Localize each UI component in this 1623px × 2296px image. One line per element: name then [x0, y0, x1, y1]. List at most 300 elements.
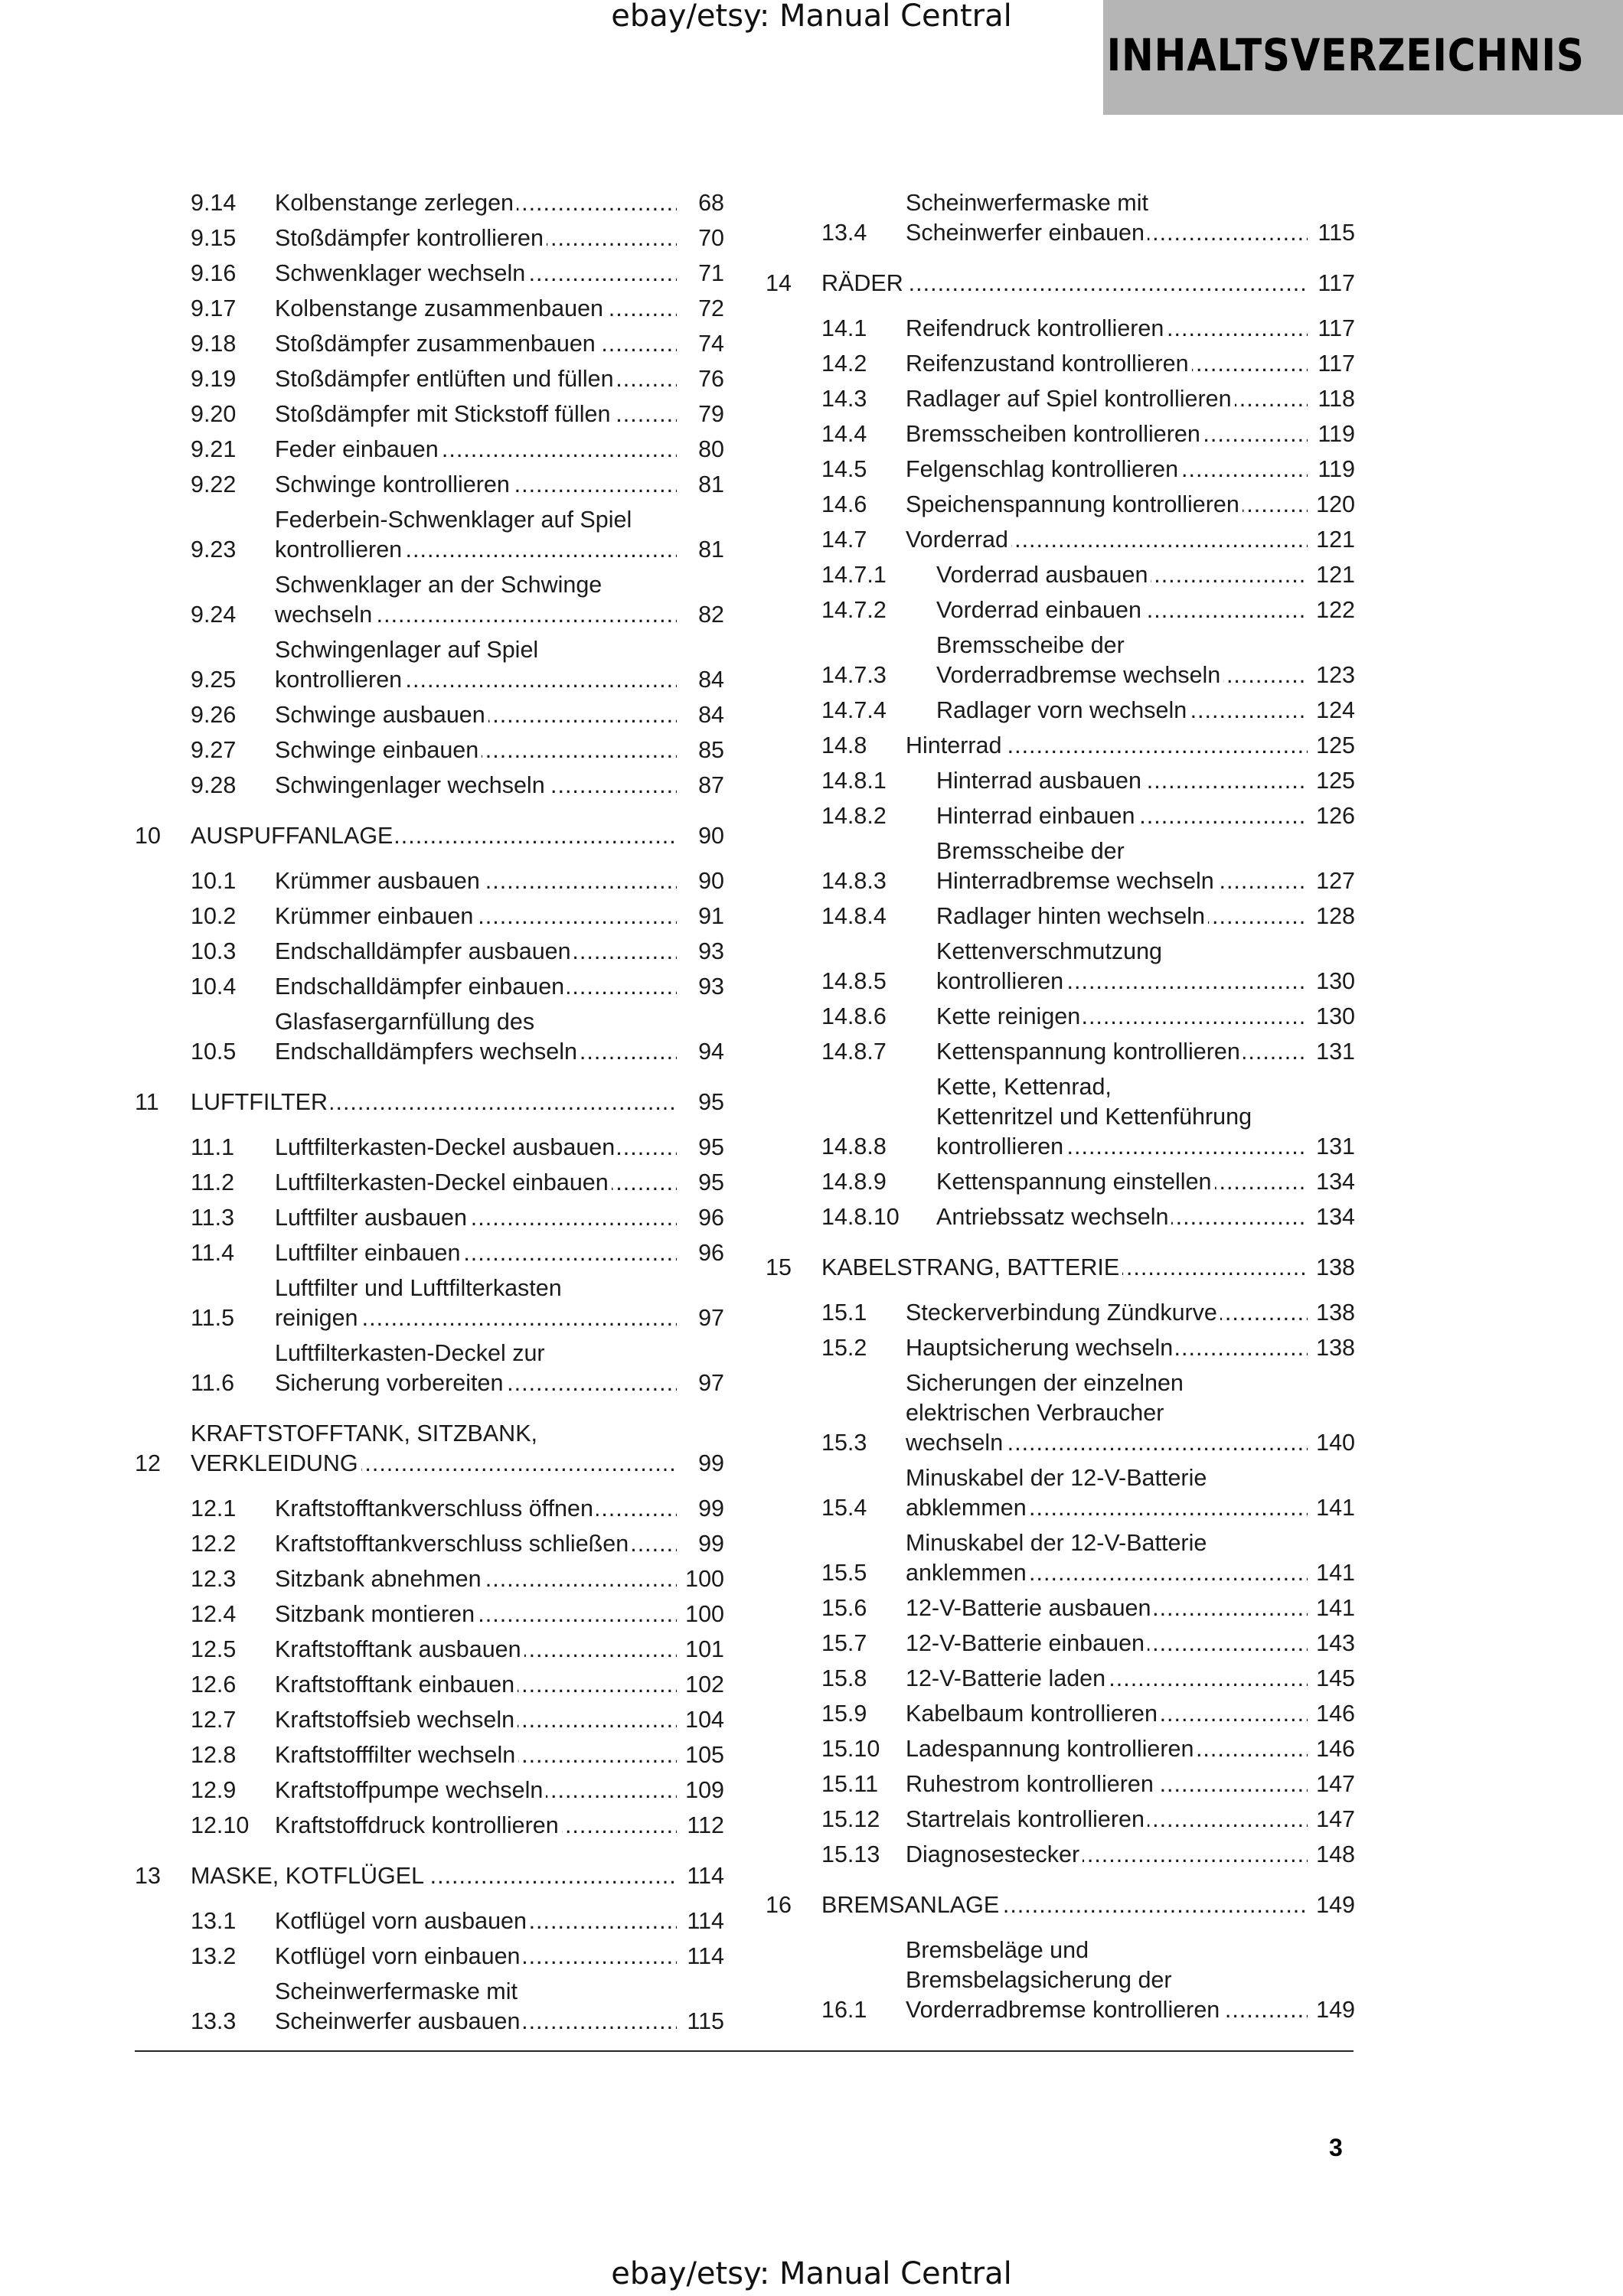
toc-section-entry[interactable] — [135, 364, 724, 394]
toc-section-entry[interactable] — [135, 902, 724, 931]
spacer — [135, 1524, 724, 1529]
toc-entry-page: 141 — [1316, 1560, 1355, 1586]
toc-section-entry[interactable] — [135, 1007, 724, 1067]
spacer — [766, 414, 1355, 419]
toc-entry-number: 15.10 — [821, 1736, 880, 1762]
toc-section-entry[interactable] — [135, 635, 724, 695]
toc-entry-title-line: Sicherung vorbereiten — [275, 1370, 506, 1396]
toc-entry-title — [906, 1593, 1308, 1623]
toc-section-entry[interactable] — [135, 435, 724, 465]
toc-entry-number: 14.3 — [821, 386, 867, 412]
toc-section-entry[interactable] — [135, 294, 724, 324]
toc-entry-title-line: LUFTFILTER — [191, 1089, 331, 1115]
spacer — [135, 1117, 724, 1133]
toc-section-entry[interactable] — [135, 1274, 724, 1333]
toc-entry-title-line: 12-V-Batterie ausbauen — [906, 1595, 1154, 1621]
toc-column-left — [135, 188, 724, 2042]
toc-entry-title — [906, 1333, 1308, 1363]
toc-entry-title — [936, 631, 1308, 690]
toc-entry-title-line: Sitzbank montieren — [275, 1601, 478, 1627]
toc-section-entry[interactable] — [135, 1238, 724, 1268]
toc-entry-title-line: Luftfilter einbauen — [275, 1240, 463, 1266]
toc-section-entry[interactable] — [135, 1906, 724, 1936]
toc-entry-title-line: Kette, Kettenrad, — [936, 1072, 1308, 1102]
toc-section-entry[interactable] — [766, 902, 1355, 931]
toc-section-entry[interactable] — [135, 1942, 724, 1971]
toc-section-entry[interactable] — [135, 570, 724, 630]
toc-entry-title — [275, 1811, 677, 1841]
toc-entry-title-line: Scheinwerfermaske mit — [906, 188, 1308, 218]
toc-entry-title-line: Krümmer einbauen — [275, 903, 476, 929]
spacer — [766, 1458, 1355, 1463]
toc-entry-title-line: Luftfilterkasten-Deckel zur — [275, 1339, 677, 1368]
toc-entry-title — [821, 269, 1308, 298]
toc-entry-title-line: Vorderradbremse kontrollieren — [906, 1997, 1223, 2023]
spacer — [135, 1398, 724, 1404]
toc-entry-page: 81 — [698, 536, 724, 563]
toc-entry-title-line: Luftfilterkasten-Deckel einbauen — [275, 1169, 612, 1195]
spacer — [135, 851, 724, 866]
toc-section-entry[interactable] — [766, 490, 1355, 520]
toc-entry-number: 9.20 — [191, 401, 237, 427]
toc-section-entry[interactable] — [135, 223, 724, 253]
toc-entry-number: 12.8 — [191, 1742, 237, 1768]
toc-entry-number: 12.1 — [191, 1495, 237, 1521]
toc-chapter-entry[interactable] — [135, 1419, 724, 1479]
toc-entry-page: 131 — [1316, 1039, 1355, 1065]
toc-entry-title — [936, 1167, 1308, 1197]
spacer — [766, 796, 1355, 801]
toc-entry-page: 100 — [685, 1601, 724, 1627]
toc-entry-title — [275, 400, 677, 429]
toc-entry-number: 14.1 — [821, 315, 867, 341]
toc-entry-title — [275, 1564, 677, 1594]
spacer — [135, 2037, 724, 2042]
toc-section-entry[interactable] — [766, 595, 1355, 625]
toc-entry-title-line: anklemmen — [906, 1560, 1030, 1586]
toc-section-entry[interactable] — [766, 349, 1355, 379]
toc-entry-title — [936, 1002, 1308, 1032]
toc-entry-page: 105 — [685, 1742, 724, 1768]
toc-section-entry[interactable] — [135, 505, 724, 565]
toc-section-entry[interactable] — [766, 1593, 1355, 1623]
toc-entry-page: 134 — [1316, 1204, 1355, 1230]
spacer — [135, 630, 724, 635]
toc-section-entry[interactable] — [766, 731, 1355, 761]
spacer — [135, 565, 724, 570]
toc-entry-title-line: Kraftstofftankverschluss öffnen — [275, 1495, 596, 1521]
toc-entry-number: 14.8.9 — [821, 1169, 887, 1195]
toc-section-entry[interactable] — [135, 470, 724, 500]
toc-entry-title — [275, 771, 677, 801]
toc-entry-title-line: Radlager auf Spiel kontrollieren — [906, 386, 1235, 412]
toc-section-entry[interactable] — [135, 1600, 724, 1629]
toc-entry-number: 15.1 — [821, 1300, 867, 1326]
toc-section-entry[interactable] — [135, 1133, 724, 1163]
toc-entry-title — [275, 435, 677, 465]
toc-entry-number: 15.3 — [821, 1430, 867, 1456]
toc-entry-title-line: Glasfasergarnfüllung des — [275, 1007, 677, 1037]
toc-section-entry[interactable] — [135, 400, 724, 429]
toc-entry-title-line: Scheinwerfermaske mit — [275, 1977, 677, 2007]
toc-section-entry[interactable] — [766, 1528, 1355, 1588]
toc-section-entry[interactable] — [766, 1333, 1355, 1363]
page-title: INHALTSVERZEICHNIS — [1106, 29, 1585, 81]
toc-entry-number: 13.4 — [821, 220, 867, 246]
spacer — [135, 500, 724, 505]
toc-entry-page: 117 — [1318, 351, 1355, 377]
toc-entry-title — [275, 294, 677, 324]
toc-section-entry[interactable] — [766, 1072, 1355, 1162]
toc-entry-page: 145 — [1316, 1665, 1355, 1691]
toc-entry-page: 146 — [1316, 1701, 1355, 1727]
toc-entry-title-line: AUSPUFFANLAGE — [191, 823, 396, 849]
spacer — [135, 218, 724, 223]
toc-entry-number: 14.8.3 — [821, 868, 887, 894]
toc-entry-title-line: Vorderrad — [906, 527, 1011, 553]
toc-section-entry[interactable] — [766, 1298, 1355, 1328]
section-header-bar — [1103, 0, 1623, 115]
toc-section-entry[interactable] — [135, 1203, 724, 1233]
toc-entry-number: 9.14 — [191, 190, 237, 216]
toc-entry-page: 81 — [698, 471, 724, 497]
toc-entry-number: 13.1 — [191, 1908, 237, 1934]
spacer — [135, 253, 724, 259]
spacer — [135, 1891, 724, 1906]
toc-chapter-entry[interactable] — [135, 1861, 724, 1891]
toc-section-entry[interactable] — [135, 735, 724, 765]
toc-entry-title — [275, 1494, 677, 1524]
toc-section-entry[interactable] — [766, 1805, 1355, 1835]
toc-entry-page: 96 — [698, 1205, 724, 1231]
toc-entry-page: 93 — [698, 938, 724, 964]
toc-entry-number: 12.6 — [191, 1671, 237, 1698]
spacer — [766, 2025, 1355, 2030]
spacer — [766, 1870, 1355, 1875]
toc-entry-number: 10.5 — [191, 1039, 237, 1065]
toc-entry-title-line: Radlager hinten wechseln — [936, 903, 1208, 929]
toc-section-entry[interactable] — [766, 1769, 1355, 1799]
toc-entry-page: 68 — [698, 190, 724, 216]
spacer — [135, 1072, 724, 1088]
spacer — [135, 931, 724, 937]
toc-section-entry[interactable] — [135, 937, 724, 967]
spacer — [766, 1588, 1355, 1593]
toc-section-entry[interactable] — [135, 972, 724, 1002]
toc-entry-title — [906, 1528, 1308, 1588]
toc-section-entry[interactable] — [135, 1529, 724, 1559]
spacer — [766, 1835, 1355, 1840]
toc-entry-title — [191, 1088, 677, 1117]
toc-entry-page: 147 — [1316, 1771, 1355, 1797]
toc-entry-page: 93 — [698, 974, 724, 1000]
toc-entry-page: 115 — [1318, 220, 1355, 246]
toc-entry-title-line: Kolbenstange zusammenbauen — [275, 295, 606, 321]
toc-entry-page: 85 — [698, 737, 724, 763]
toc-entry-title-line: Feder einbauen — [275, 436, 442, 462]
toc-entry-title-line: Hauptsicherung wechseln — [906, 1335, 1176, 1361]
toc-section-entry[interactable] — [135, 1811, 724, 1841]
toc-entry-title-line: Kettenspannung kontrollieren — [936, 1039, 1243, 1065]
toc-entry-number: 16 — [766, 1892, 792, 1918]
toc-entry-title — [906, 455, 1308, 484]
toc-entry-title — [275, 635, 677, 695]
toc-entry-title — [275, 1740, 677, 1770]
toc-entry-number: 15.11 — [821, 1771, 879, 1797]
toc-entry-title-line: Kettenverschmutzung — [936, 937, 1308, 967]
toc-entry-title-line: RÄDER — [821, 270, 906, 296]
toc-entry-number: 15.8 — [821, 1665, 867, 1691]
toc-entry-page: 121 — [1316, 562, 1355, 588]
toc-section-entry[interactable] — [135, 329, 724, 359]
toc-entry-number: 10.1 — [191, 868, 237, 894]
toc-section-entry[interactable] — [766, 1002, 1355, 1032]
toc-entry-title — [906, 1840, 1308, 1870]
toc-entry-title — [936, 1072, 1308, 1162]
toc-section-entry[interactable] — [135, 1339, 724, 1398]
toc-entry-title — [936, 801, 1308, 831]
toc-entry-title-line: kontrollieren — [936, 968, 1066, 994]
toc-entry-number: 12 — [135, 1450, 161, 1476]
spacer — [766, 590, 1355, 595]
spacer — [135, 1971, 724, 1977]
toc-entry-title — [906, 1936, 1308, 2025]
toc-entry-title — [275, 1529, 677, 1559]
toc-entry-number: 15.2 — [821, 1335, 867, 1361]
toc-entry-page: 100 — [685, 1566, 724, 1592]
toc-section-entry[interactable] — [766, 801, 1355, 831]
toc-entry-title — [275, 223, 677, 253]
toc-entry-number: 12.5 — [191, 1636, 237, 1662]
toc-section-entry[interactable] — [766, 1463, 1355, 1523]
toc-section-entry[interactable] — [766, 1936, 1355, 2025]
toc-section-entry[interactable] — [135, 771, 724, 801]
toc-section-entry[interactable] — [766, 419, 1355, 449]
toc-section-entry[interactable] — [766, 1699, 1355, 1729]
toc-entry-title — [275, 1670, 677, 1700]
toc-section-entry[interactable] — [135, 1977, 724, 2037]
toc-entry-title — [906, 1805, 1308, 1835]
toc-section-entry[interactable] — [766, 1664, 1355, 1694]
toc-section-entry[interactable] — [135, 1635, 724, 1665]
toc-entry-number: 12.7 — [191, 1707, 237, 1733]
toc-section-entry[interactable] — [766, 1629, 1355, 1658]
toc-entry-page: 97 — [698, 1370, 724, 1396]
toc-entry-title — [275, 1007, 677, 1067]
toc-entry-title-line: VERKLEIDUNG — [191, 1450, 361, 1476]
toc-entry-number: 11.4 — [191, 1240, 235, 1266]
toc-entry-number: 15.13 — [821, 1841, 880, 1867]
toc-entry-number: 14.7.4 — [821, 697, 887, 723]
toc-entry-title-line: Luftfilter und Luftfilterkasten — [275, 1274, 677, 1303]
toc-entry-title-line: Felgenschlag kontrollieren — [906, 456, 1181, 482]
toc-entry-number: 14.8.8 — [821, 1133, 887, 1159]
toc-section-entry[interactable] — [766, 631, 1355, 690]
toc-entry-title-line: Schwenklager an der Schwinge — [275, 570, 677, 600]
toc-chapter-entry[interactable] — [135, 821, 724, 851]
toc-section-entry[interactable] — [135, 1670, 724, 1700]
toc-section-entry[interactable] — [135, 188, 724, 218]
toc-entry-number: 14.8.2 — [821, 803, 887, 829]
toc-entry-title — [191, 1419, 677, 1479]
toc-entry-title-line: Hinterrad einbauen — [936, 803, 1138, 829]
toc-section-entry[interactable] — [766, 1167, 1355, 1197]
toc-entry-number: 9.21 — [191, 436, 237, 462]
toc-section-entry[interactable] — [766, 314, 1355, 344]
toc-entry-page: 119 — [1318, 421, 1355, 447]
toc-entry-number: 14.8.5 — [821, 968, 887, 994]
toc-section-entry[interactable] — [135, 700, 724, 730]
toc-entry-page: 121 — [1316, 527, 1355, 553]
toc-chapter-entry[interactable] — [766, 1253, 1355, 1283]
toc-section-entry[interactable] — [766, 384, 1355, 414]
toc-entry-title — [906, 419, 1308, 449]
toc-entry-title-line: Luftfilterkasten-Deckel ausbauen — [275, 1134, 618, 1160]
toc-entry-page: 76 — [698, 366, 724, 392]
toc-section-entry[interactable] — [766, 1202, 1355, 1232]
toc-section-entry[interactable] — [766, 937, 1355, 996]
toc-section-entry[interactable] — [766, 837, 1355, 896]
toc-section-entry[interactable] — [766, 1368, 1355, 1458]
toc-entry-title-line: Sitzbank abnehmen — [275, 1566, 485, 1592]
spacer — [135, 1735, 724, 1740]
spacer — [135, 359, 724, 364]
spacer — [766, 449, 1355, 455]
toc-entry-title — [275, 866, 677, 896]
spacer — [135, 1404, 724, 1419]
toc-entry-page: 125 — [1316, 768, 1355, 794]
toc-entry-title-line: Kotflügel vorn ausbauen — [275, 1908, 530, 1934]
toc-section-entry[interactable] — [135, 1776, 724, 1805]
toc-section-entry[interactable] — [766, 188, 1355, 248]
toc-entry-title — [275, 700, 677, 730]
toc-entry-page: 146 — [1316, 1736, 1355, 1762]
toc-entry-title-line: Kraftstoffpumpe wechseln — [275, 1777, 546, 1803]
toc-entry-title-line: Kolbenstange zerlegen — [275, 190, 517, 216]
toc-entry-title — [936, 1202, 1308, 1232]
toc-entry-title — [906, 1463, 1308, 1523]
spacer — [766, 761, 1355, 766]
spacer — [135, 1594, 724, 1600]
spacer — [135, 1629, 724, 1635]
toc-section-entry[interactable] — [135, 1705, 724, 1735]
spacer — [766, 1799, 1355, 1805]
toc-chapter-entry[interactable] — [766, 1890, 1355, 1920]
toc-entry-page: 96 — [698, 1240, 724, 1266]
toc-entry-title-line: 12-V-Batterie laden — [906, 1665, 1109, 1691]
spacer — [135, 1067, 724, 1072]
toc-entry-page: 131 — [1316, 1133, 1355, 1159]
toc-entry-title-line: wechseln — [275, 602, 375, 628]
toc-section-entry[interactable] — [135, 866, 724, 896]
toc-section-entry[interactable] — [766, 525, 1355, 555]
toc-entry-title-line: Hinterrad — [906, 732, 1004, 758]
toc-entry-title — [275, 259, 677, 289]
spacer — [135, 324, 724, 329]
toc-entry-title-line: BREMSANLAGE — [821, 1892, 1002, 1918]
toc-section-entry[interactable] — [766, 455, 1355, 484]
toc-entry-number: 14.6 — [821, 491, 867, 517]
toc-entry-page: 79 — [698, 401, 724, 427]
toc-chapter-entry[interactable] — [135, 1088, 724, 1117]
toc-entry-title — [275, 1942, 677, 1971]
toc-entry-number: 9.15 — [191, 225, 237, 251]
toc-section-entry[interactable] — [766, 696, 1355, 726]
toc-entry-title-line: Radlager vorn wechseln — [936, 697, 1190, 723]
toc-entry-title-line: Schwenklager wechseln — [275, 260, 528, 286]
spacer — [135, 1841, 724, 1846]
toc-entry-number: 15.6 — [821, 1595, 867, 1621]
spacer — [766, 1197, 1355, 1202]
toc-entry-page: 141 — [1316, 1595, 1355, 1621]
toc-section-entry[interactable] — [766, 1037, 1355, 1067]
spacer — [766, 1328, 1355, 1333]
toc-section-entry[interactable] — [135, 259, 724, 289]
toc-section-entry[interactable] — [766, 1840, 1355, 1870]
toc-entry-title-line: MASKE, KOTFLÜGEL — [191, 1863, 427, 1889]
toc-section-entry[interactable] — [135, 1564, 724, 1594]
toc-entry-title — [906, 1699, 1308, 1729]
watermark-top: ebay/etsy: Manual Central — [611, 0, 1012, 34]
toc-section-entry[interactable] — [135, 1168, 724, 1198]
toc-entry-title — [936, 560, 1308, 590]
spacer — [135, 1936, 724, 1942]
toc-entry-title-line: Vorderrad einbauen — [936, 597, 1145, 623]
toc-entry-title-line: Minuskabel der 12-V-Batterie — [906, 1528, 1308, 1558]
toc-entry-title-line: Federbein-Schwenklager auf Spiel — [275, 505, 677, 535]
toc-entry-title-line: Diagnosestecker — [906, 1841, 1083, 1867]
toc-entry-number: 15.12 — [821, 1806, 880, 1832]
toc-entry-page: 71 — [698, 260, 724, 286]
toc-entry-number: 9.24 — [191, 602, 237, 628]
spacer — [135, 801, 724, 806]
toc-entry-number: 13.2 — [191, 1943, 237, 1969]
toc-entry-number: 11.1 — [191, 1134, 235, 1160]
toc-entry-number: 15.7 — [821, 1630, 867, 1656]
toc-entry-title — [906, 1298, 1308, 1328]
toc-section-entry[interactable] — [135, 1740, 724, 1770]
toc-section-entry[interactable] — [766, 560, 1355, 590]
toc-entry-title-line: wechseln — [906, 1430, 1006, 1456]
toc-entry-title-line: Reifenzustand kontrollieren — [906, 351, 1192, 377]
spacer — [135, 1198, 724, 1203]
toc-entry-title — [936, 1037, 1308, 1067]
toc-section-entry[interactable] — [766, 1734, 1355, 1764]
toc-entry-title — [936, 902, 1308, 931]
toc-section-entry[interactable] — [766, 766, 1355, 796]
toc-chapter-entry[interactable] — [766, 269, 1355, 298]
toc-entry-title-line: Endschalldämpfer ausbauen — [275, 938, 574, 964]
toc-entry-title-line: Kraftstofftankverschluss schließen — [275, 1531, 632, 1557]
toc-entry-title-line: abklemmen — [906, 1495, 1030, 1521]
toc-entry-page: 122 — [1316, 597, 1355, 623]
toc-entry-page: 112 — [687, 1812, 724, 1838]
spacer — [766, 625, 1355, 631]
toc-entry-title — [275, 1600, 677, 1629]
toc-entry-title-line: Kabelbaum kontrollieren — [906, 1701, 1161, 1727]
toc-section-entry[interactable] — [135, 1494, 724, 1524]
spacer — [766, 379, 1355, 384]
spacer — [135, 1002, 724, 1007]
spacer — [766, 1283, 1355, 1298]
toc-entry-page: 70 — [698, 225, 724, 251]
toc-entry-page: 104 — [685, 1707, 724, 1733]
toc-entry-page: 120 — [1316, 491, 1355, 517]
toc-entry-title — [275, 470, 677, 500]
toc-entry-number: 9.18 — [191, 331, 237, 357]
spacer — [766, 1523, 1355, 1528]
toc-entry-title — [906, 1629, 1308, 1658]
